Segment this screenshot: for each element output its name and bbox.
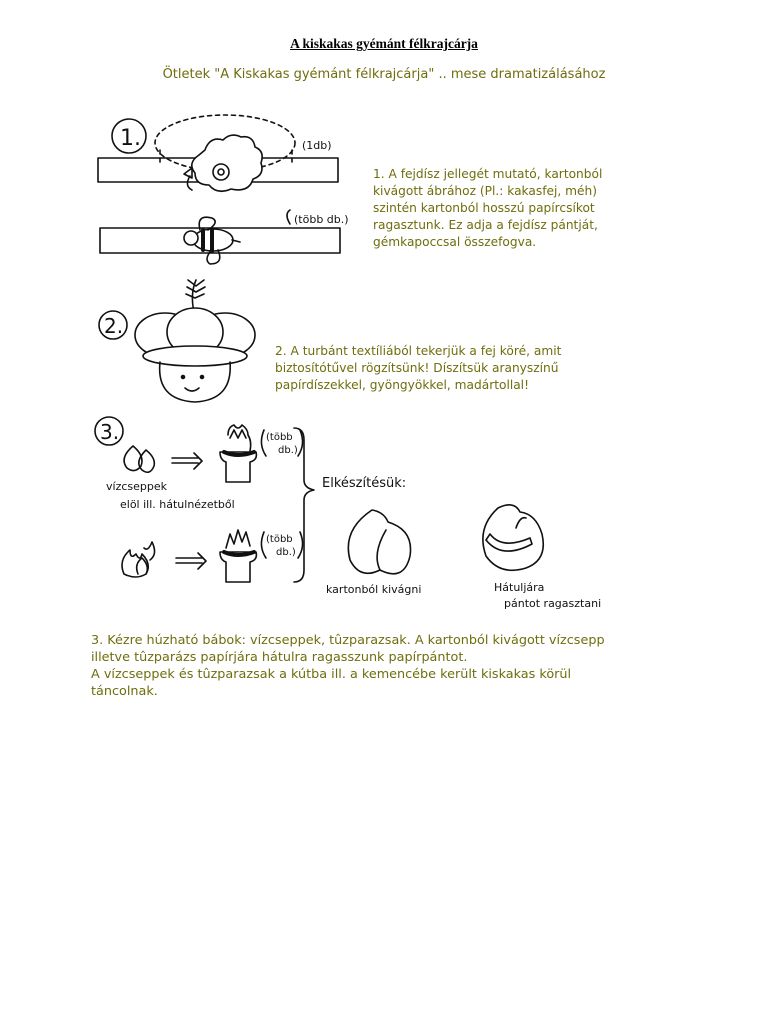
flame-icon xyxy=(122,542,155,577)
label-drops-line1: vízcseppek xyxy=(106,480,167,493)
svg-text:(1db): (1db) xyxy=(302,139,332,152)
svg-text:2.: 2. xyxy=(104,314,124,338)
section-3-text: 3. Kézre húzható bábok: vízcseppek, tûzparazsak. A kartonból kivágott vízcsepp illetve tûzparázs papírjára hátulra ragasszunk papírpántot. A vízcseppek és tûzparazsak a kútba ill. a kemencébe került kiskakas körül táncolnak. xyxy=(91,633,605,699)
label-many-bottom-2: db.) xyxy=(276,547,296,558)
section-3-number xyxy=(95,417,123,445)
svg-text:(több db.): (több db.) xyxy=(294,213,349,226)
section-2-number xyxy=(99,311,127,339)
section-1-number xyxy=(112,119,146,153)
headband-bee-icon xyxy=(100,210,349,264)
label-many-bottom-1: (több xyxy=(266,534,293,545)
label-cut-out: kartonból kivágni xyxy=(326,583,422,596)
label-drops-line2: elöl ill. hátulnézetből xyxy=(120,498,235,511)
hand-puppet-icon xyxy=(220,425,256,482)
label-back-line1: Hátuljára xyxy=(494,581,545,594)
svg-text:3.: 3. xyxy=(100,420,120,444)
label-back-line2: pántot ragasztani xyxy=(504,597,602,610)
arrow-right-icon-2 xyxy=(176,553,206,569)
hand-puppet-icon-2 xyxy=(220,530,256,582)
drop-back-view xyxy=(483,505,543,570)
label-many-top-1: (több xyxy=(266,432,293,443)
turban-head-icon xyxy=(135,280,255,402)
water-drop-cutout xyxy=(348,510,410,574)
label-prepare: Elkészítésük: xyxy=(322,476,407,491)
label-many-top-2: db.) xyxy=(278,445,298,456)
page-title: A kiskakas gyémánt félkrajcárja xyxy=(290,36,478,51)
svg-text:1.: 1. xyxy=(120,126,141,151)
page-subtitle: Ötletek "A Kiskakas gyémánt félkrajcárja" .. mese dramatizálásához xyxy=(162,67,606,82)
section-2-text: 2. A turbánt textíliából tekerjük a fej köré, amit biztosítótűvel rögzítsünk! Díszítsük aranyszínű papírdíszekkel, gyöngyökkel, madártollal! xyxy=(275,344,562,392)
water-drop-icon xyxy=(124,446,154,472)
section-1-text: 1. A fejdísz jellegét mutató, kartonból kivágott ábrához (Pl.: kakasfej, méh) szintén kartonból hosszú papírcsíkot ragasztunk. Ez adja a fejdísz pántját, gémkapoccsal összefogva. xyxy=(373,167,603,249)
arrow-right-icon xyxy=(172,453,202,469)
